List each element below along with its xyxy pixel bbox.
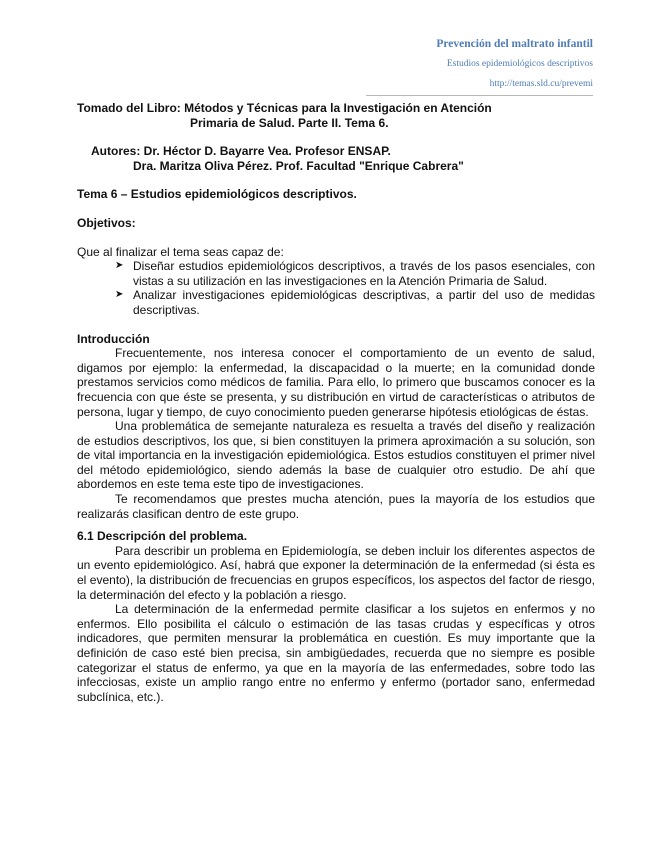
topic-title: Tema 6 – Estudios epidemiológicos descriptivos. bbox=[77, 187, 357, 202]
header-subtitle: Estudios epidemiológicos descriptivos bbox=[446, 59, 593, 69]
authors-line1: Autores: Dr. Héctor D. Bayarre Vea. Profesor ENSAP. bbox=[91, 144, 391, 159]
section-6-1-paragraph-2: La determinación de la enfermedad permite clasificar a los sujetos en enfermos y no enfermos. Ello posibilita el cálculo o estimación de las tasas crudas y específicas y otros indicadores, que permiten mensurar la problemática en cuestión. Es muy importante que la definición de caso esté bien precisa, sin ambigüedades, recuerda que no siempre es posible categorizar el status de enfermo, ya que en la mayoría de las enfermedades, sobre todo las infecciosas, existe un amplio rango entre no enfermo y enfermo (portador sano, enfermedad subclínica, etc.). bbox=[77, 602, 595, 704]
introduction-paragraph-1: Frecuentemente, nos interesa conocer el comportamiento de un evento de salud, digamos por ejemplo: la enfermedad, la discapacidad o la muerte; en la comunidad donde prestamos servicios como médicos de familia. Para ello, lo primero que buscamos conocer es la frecuencia con que éste se presenta, y su distribución en virtud de características o atributos de persona, lugar y tiempo, de cuyo conocimiento pueden generarse hipótesis etiológicas de éstas. bbox=[77, 346, 595, 419]
book-ref-line2: Primaria de Salud. Parte II. Tema 6. bbox=[190, 115, 389, 130]
section-6-1-heading: 6.1 Descripción del problema. bbox=[77, 529, 248, 544]
introduction-paragraph-3: Te recomendamos que prestes mucha atención, pues la mayoría de los estudios que realizarás clasifican dentro de este grupo. bbox=[77, 492, 595, 521]
introduction-paragraph-2: Una problemática de semejante naturaleza es resuelta a través del diseño y realización de estudios descriptivos, los que, si bien constituyen la primera aproximación a su solución, son de vital importancia en la investigación epidemiológica. Estos estudios constituyen el primer nivel del método epidemiológico, siendo además la base de cualquier otro estudio. De ahí que abordemos en este tema este tipo de investigaciones. bbox=[77, 419, 595, 492]
introduction-heading: Introducción bbox=[77, 331, 150, 346]
document-body bbox=[77, 101, 595, 704]
arrow-bullet-icon: ➤ bbox=[115, 289, 124, 301]
header-url[interactable]: http://temas.sld.cu/prevemi bbox=[489, 79, 593, 89]
header-title: Prevención del maltrato infantil bbox=[436, 38, 593, 50]
section-6-1-paragraph-1: Para describir un problema en Epidemiología, se deben incluir los diferentes aspectos de un evento epidemiológico. Así, habrá que exponer la determinación de la enfermedad (si ésta es el evento), la distribución de frecuencias en grupos específicos, los aspectos del factor de riesgo, la determinación del efecto y la población a riesgo. bbox=[77, 543, 595, 602]
book-ref-line1: Tomado del Libro: Métodos y Técnicas para la Investigación en Atención bbox=[77, 101, 492, 115]
objective-item-1: ➤ Diseñar estudios epidemiológicos descriptivos, a través de los pasos esenciales, con vistas a su utilización en las investigaciones en la Atención Primaria de Salud. bbox=[115, 259, 595, 288]
objectives-heading: Objetivos: bbox=[77, 215, 136, 230]
objectives-intro: Que al finalizar el tema seas capaz de: bbox=[77, 244, 284, 259]
authors-line2: Dra. Maritza Oliva Pérez. Prof. Facultad "Enrique Cabrera" bbox=[133, 158, 464, 173]
objective-item-2: ➤ Analizar investigaciones epidemiológicas descriptivas, a partir del uso de medidas descriptivas. bbox=[115, 288, 595, 317]
header-rule bbox=[366, 95, 593, 96]
arrow-bullet-icon: ➤ bbox=[115, 260, 124, 272]
